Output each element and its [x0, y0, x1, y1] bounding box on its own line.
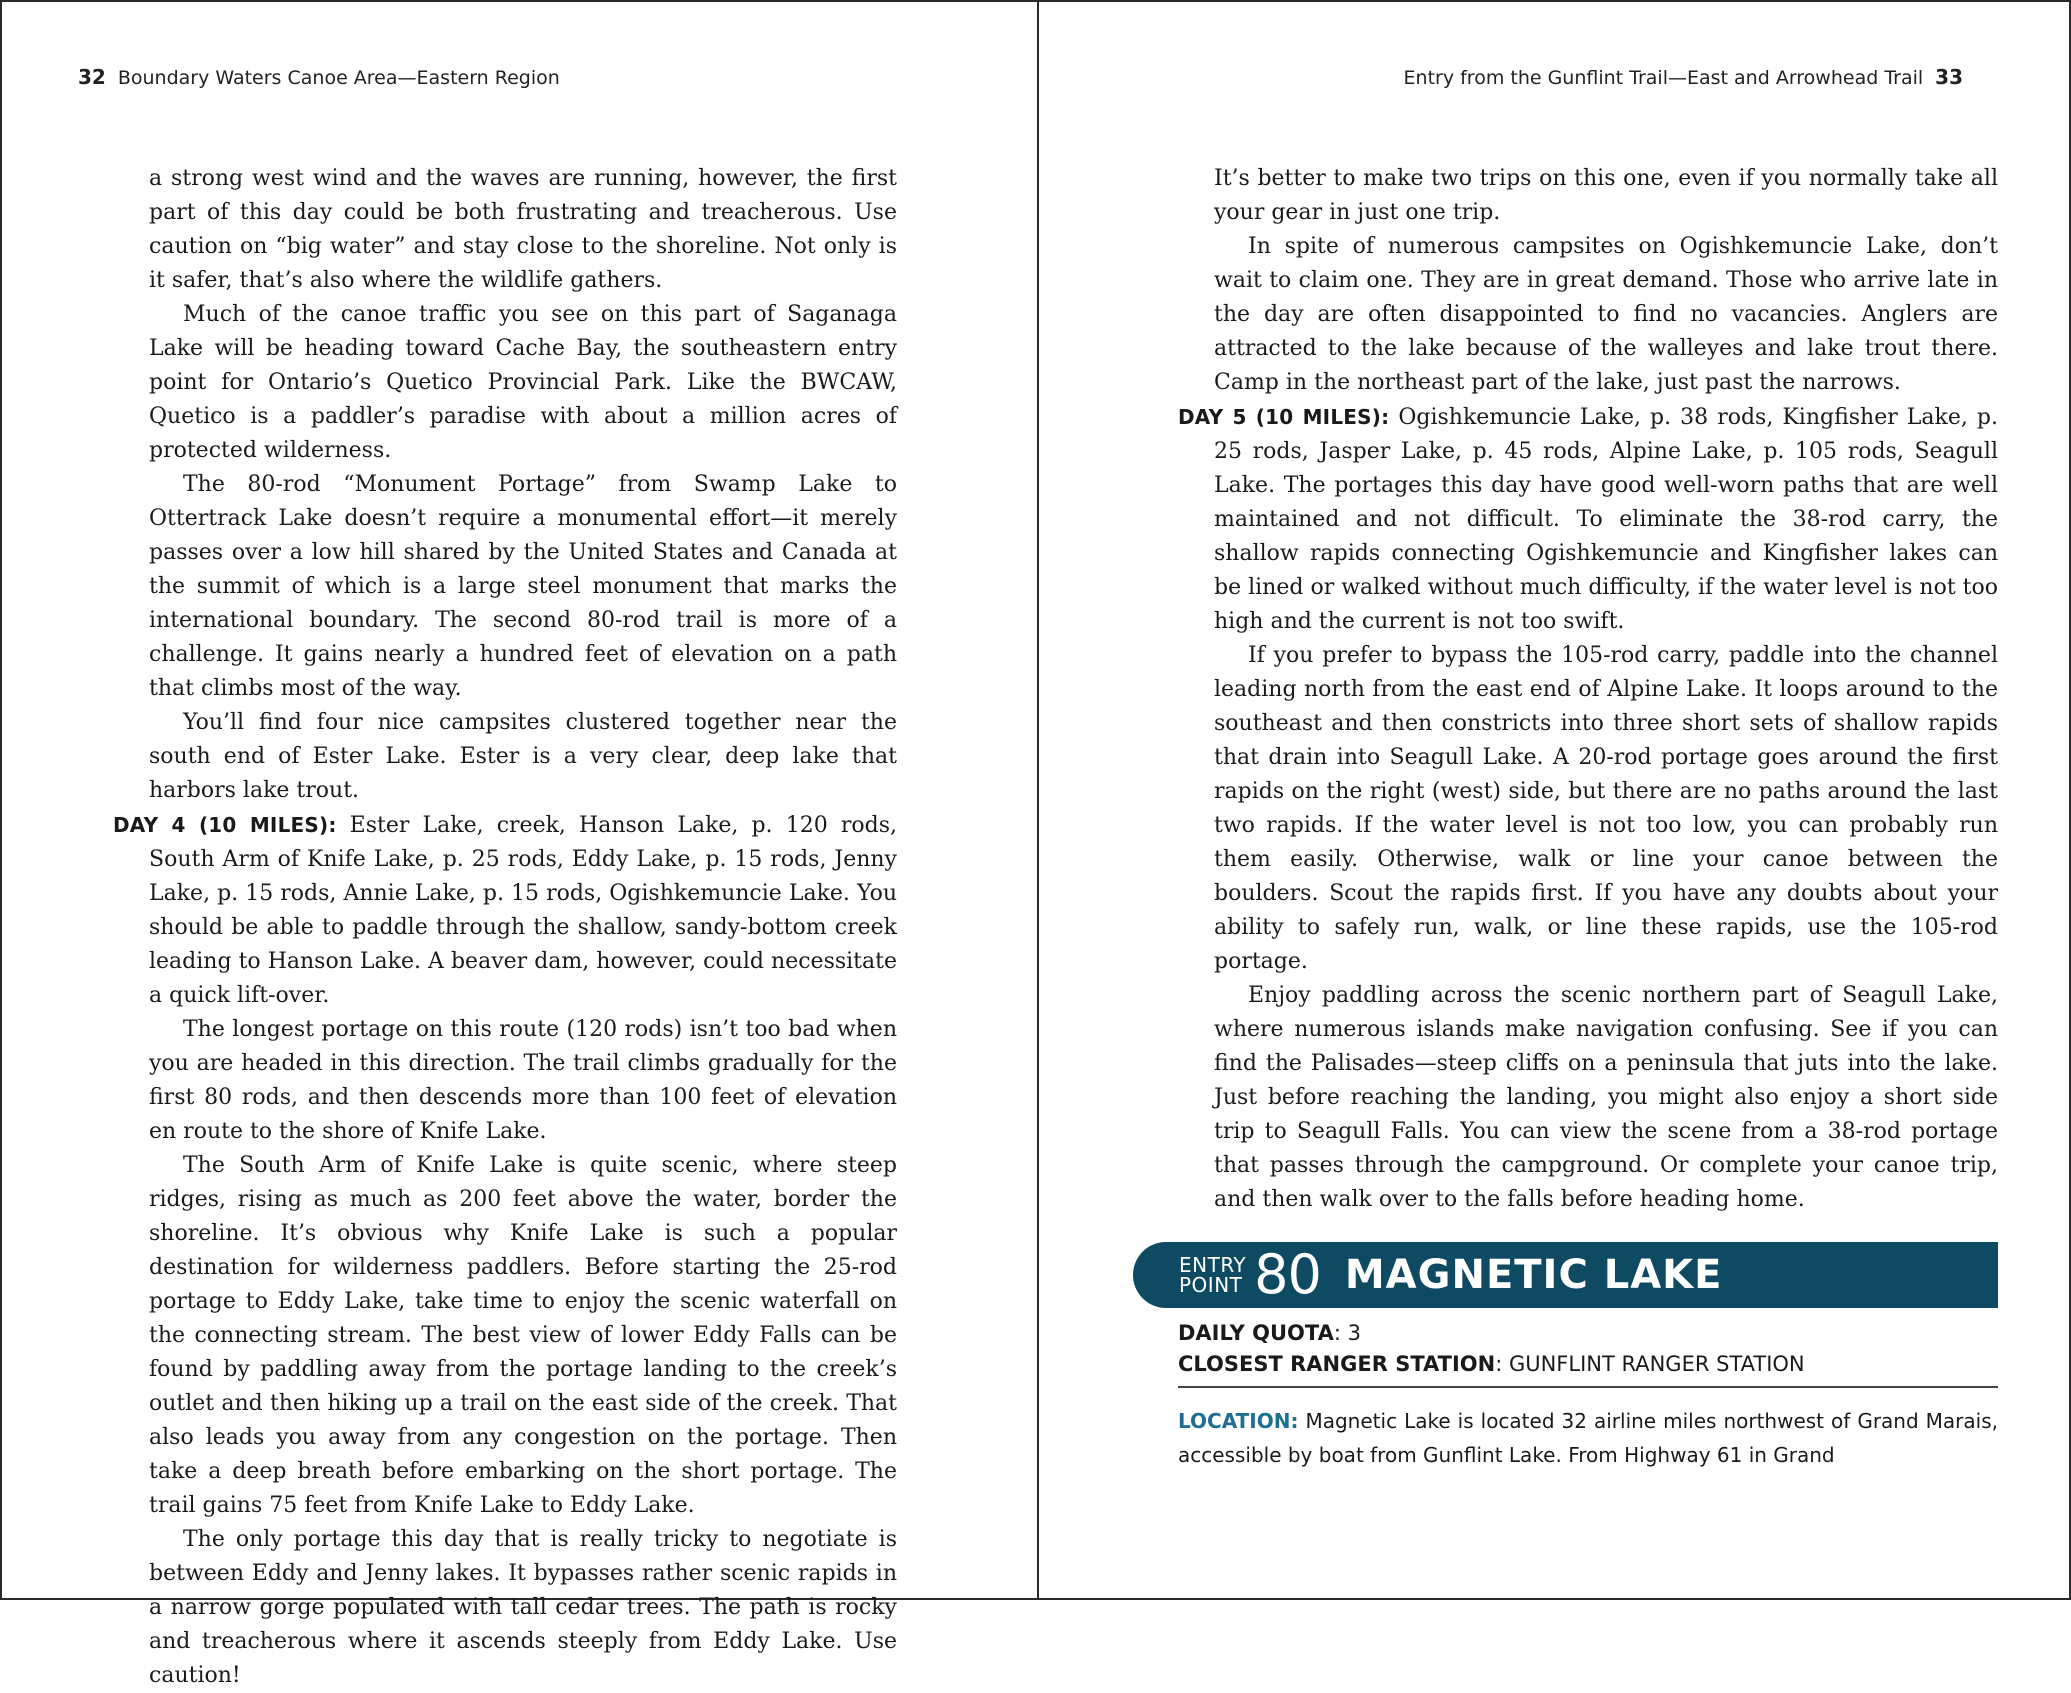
page-number: 32	[78, 65, 106, 89]
page-number: 33	[1935, 65, 1963, 89]
right-body-text	[1178, 162, 1998, 1217]
running-head-title: Boundary Waters Canoe Area—Eastern Region	[117, 67, 560, 89]
day-text: Ogishkemuncie Lake, p. 38 rods, Kingfisher Lake, p. 25 rods, Jasper Lake, p. 45 rods, Alpine Lake, p. 105 rods, Seagull Lake. The portages this day have good well-worn paths that are well maintained and not difficult. To eliminate the 38-rod carry, the shallow rapids connecting Ogishkemuncie and Kingfisher lakes can be lined or walked without much difficulty, if the water level is not too high and the current is not too swift.	[1214, 405, 1998, 634]
point-word: POINT	[1179, 1273, 1243, 1297]
ranger-station-label: CLOSEST RANGER STATION	[1178, 1352, 1496, 1376]
entry-point-banner	[1133, 1242, 1998, 1308]
paragraph: The longest portage on this route (120 rods) isn’t too bad when you are headed in this direction. The trail climbs gradually for the first 80 rods, and then descends more than 100 feet of elevation en route to the shore of Knife Lake.	[149, 1017, 897, 1144]
day-4-itinerary	[113, 808, 897, 1013]
day-label: DAY 4 (10 MILES):	[113, 813, 337, 837]
paragraph: The 80-rod “Monument Portage” from Swamp Lake to Ottertrack Lake doesn’t require a monumental effort—it merely passes over a low hill shared by the United States and Canada at the summit of which is a large steel monument that marks the international boundary. The second 80-rod trail is more of a challenge. It gains nearly a hundred feet of elevation on a path that climbs most of the way.	[149, 472, 897, 701]
paragraph: In spite of numerous campsites on Ogishkemuncie Lake, don’t wait to claim one. They are in great demand. Those who arrive late in the day are often disappointed to find no vacancies. Anglers are attracted to the lake because of the walleyes and lake trout there. Camp in the northeast part of the lake, just past the narrows.	[1214, 234, 1998, 395]
entry-point-number: 80	[1254, 1243, 1321, 1306]
ranger-station-value: : GUNFLINT RANGER STATION	[1495, 1352, 1805, 1376]
paragraph: The only portage this day that is really tricky to negotiate is between Eddy and Jenny lakes. It bypasses rather scenic rapids in a narrow gorge populated with tall cedar trees. The path is rocky and treacherous where it ascends steeply from Eddy Lake. Use caution!	[149, 1527, 897, 1688]
paragraph: If you prefer to bypass the 105-rod carry, paddle into the channel leading north from the east end of Alpine Lake. It loops around to the southeast and then constricts into three short sets of shallow rapids that drain into Seagull Lake. A 20-rod portage goes around the first rapids on the right (west) side, but there are no paths around the last two rapids. If the water level is not too low, you can probably run them easily. Otherwise, walk or line your canoe between the boulders. Scout the rapids first. If you have any doubts about your ability to safely run, walk, or line these rapids, use the 105-rod portage.	[1214, 643, 1998, 974]
paragraph: Enjoy paddling across the scenic northern part of Seagull Lake, where numerous islands make navigation confusing. See if you can find the Palisades—steep cliffs on a peninsula that juts into the lake. Just before reaching the landing, you might also enjoy a short side trip to Seagull Falls. You can view the scene from a 38-rod portage that passes through the campground. Or complete your canoe trip, and then walk over to the falls before heading home.	[1214, 983, 1998, 1212]
paragraph: Much of the canoe traffic you see on this part of Saganaga Lake will be heading toward Cache Bay, the southeastern entry point for Ontario’s Quetico Provincial Park. Like the BWCAW, Quetico is a paddler’s paradise with about a million acres of protected wilderness.	[149, 302, 897, 463]
right-page	[1039, 2, 2071, 1598]
location-label: LOCATION:	[1178, 1409, 1299, 1433]
location-text: Magnetic Lake is located 32 airline miles northwest of Grand Marais, accessible by boat from Gunflint Lake. From Highway 61 in Grand	[1178, 1409, 1998, 1467]
section-divider	[1178, 1386, 1998, 1388]
paragraph: The South Arm of Knife Lake is quite scenic, where steep ridges, rising as much as 200 feet above the water, border the shoreline. It’s obvious why Knife Lake is such a popular destination for wilderness paddlers. Before starting the 25-rod portage to Eddy Lake, take time to enjoy the scenic waterfall on the connecting stream. The best view of lower Eddy Falls can be found by paddling away from the portage landing to the creek’s outlet and then hiking up a trail on the east side of the creek. That also leads you away from any congestion on the portage. Then take a deep breath before embarking on the short portage. The trail gains 75 feet from Knife Lake to Eddy Lake.	[149, 1153, 897, 1518]
closest-ranger-station	[1178, 1349, 1998, 1380]
left-body-text	[113, 162, 897, 1693]
day-text: Ester Lake, creek, Hanson Lake, p. 120 rods, South Arm of Knife Lake, p. 25 rods, Eddy Lake, p. 15 rods, Jenny Lake, p. 15 rods, Annie Lake, p. 15 rods, Ogishkemuncie Lake. You should be able to paddle through the shallow, sandy-bottom creek leading to Hanson Lake. A beaver dam, however, could necessitate a quick lift-over.	[149, 813, 897, 1008]
location-paragraph	[1178, 1404, 1998, 1472]
paragraph: You’ll find four nice campsites clustered together near the south end of Ester Lake. Ester is a very clear, deep lake that harbors lake trout.	[149, 710, 897, 803]
right-running-head	[1404, 62, 1963, 92]
left-page	[2, 2, 1037, 1688]
daily-quota	[1178, 1318, 1998, 1349]
entry-point-title: MAGNETIC LAKE	[1344, 1252, 1723, 1298]
daily-quota-label: DAILY QUOTA	[1178, 1321, 1334, 1345]
running-head-title: Entry from the Gunflint Trail—East and Arrowhead Trail	[1403, 67, 1924, 89]
daily-quota-value: : 3	[1333, 1321, 1361, 1345]
entry-word: ENTRY	[1179, 1253, 1247, 1277]
paragraph: a strong west wind and the waves are running, however, the first part of this day could be both frustrating and treacherous. Use caution on “big water” and stay close to the shoreline. Not only is it safer, that’s also where the wildlife gathers.	[149, 166, 897, 293]
day-label: DAY 5 (10 MILES):	[1178, 405, 1390, 429]
entry-point-label	[1179, 1255, 1246, 1295]
day-5-itinerary	[1178, 400, 1998, 639]
entry-point-facts	[1178, 1318, 1998, 1380]
paragraph: It’s better to make two trips on this one, even if you normally take all your gear in just one trip.	[1214, 166, 1998, 225]
left-running-head	[78, 62, 560, 92]
